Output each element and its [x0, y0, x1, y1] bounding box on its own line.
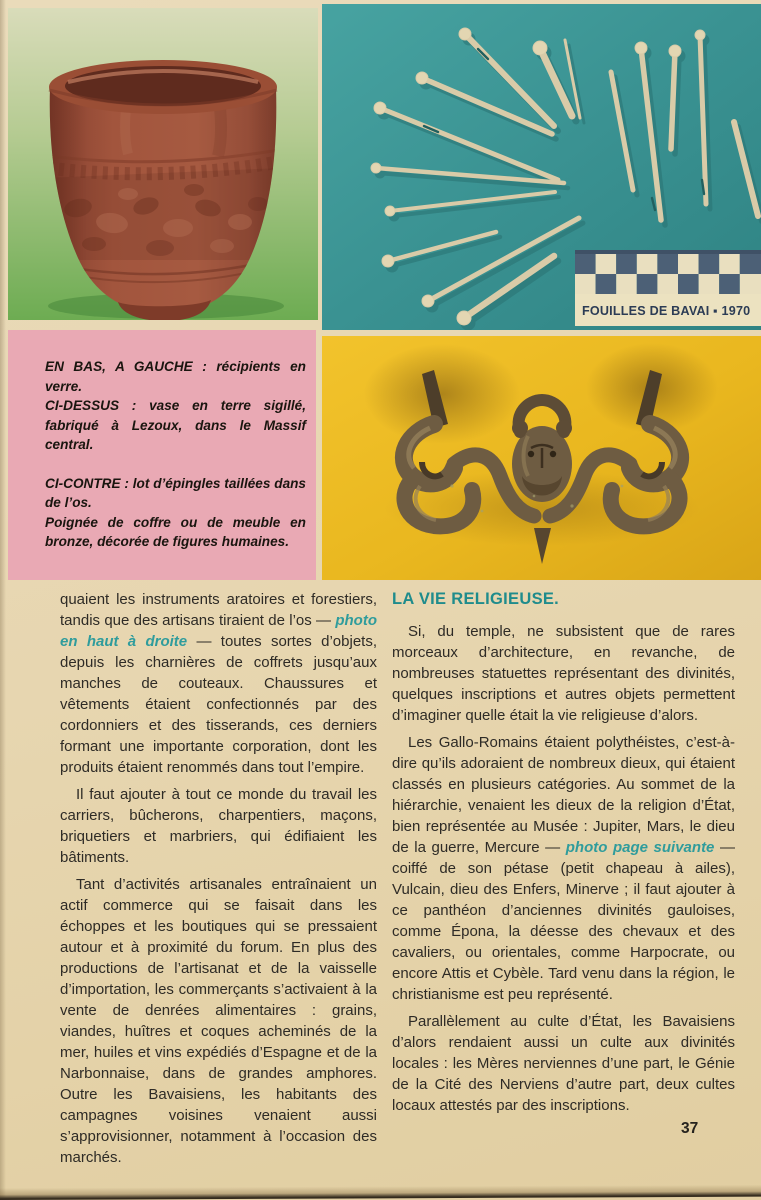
caption-line-1: EN BAS, A GAUCHE : récipients en verre.	[45, 359, 306, 394]
caption-box	[8, 330, 316, 580]
section-heading: LA VIE RELIGIEUSE.	[392, 590, 560, 608]
bone-pins-illustration	[322, 4, 761, 330]
paragraph: Il faut ajouter à tout ce monde du travail les carriers, bûcherons, charpentiers, maçons, briquetiers et marbriers, qui édifiaient les bâtiments.	[60, 786, 377, 866]
paragraph: Parallèlement au culte d’État, les Bavaisiens d’alors rendaient aussi un culte aux divinités locales : les Mères nerviennes d’une part, le Génie de la Cité des Nerviens d’autre part, deux cultes locaux attestés par des inscriptions.	[392, 1013, 735, 1114]
vase-illustration	[8, 8, 318, 320]
paragraph-text: quaient les instruments aratoires et forestiers, tandis que des artisans tiraient de l’os —	[60, 591, 377, 629]
bronze-handle-illustration	[322, 336, 761, 580]
paragraph-text: Les Gallo-Romains étaient polythéistes, c’est-à-dire qu’ils adoraient de nombreux dieux, qui étaient classés en plusieurs catégories. Au sommet de la hiérarchie, venaient les dieux de la religion d’État, bien représentée au Musée : Jupiter, Mars, le dieu de la guerre, Mercure —	[392, 734, 735, 856]
paragraph: Tant d’activités artisanales entraînaient un actif commerce qui se faisait dans les échoppes et les boutiques qui se pressaient autour et à proximité du forum. En plus des productions de l’artisanat et de la vaisselle d’importation, les commerçants s’activaient à la vente de denrées alimentaires : grains, viandes, huîtres et coques acheminés de la mer, huiles et vins expédiés d’Espagne et de la Narbonnaise, dans de grandes amphores. Outre les Bavaisiens, les habitants des campagnes voisines venaient aussi s’approvisionner, notamment à l’occasion des marchés.	[60, 876, 377, 1166]
paragraph-text: — toutes sortes d’objets, depuis les charnières de coffrets jusqu’aux manches de couteaux. Chaussures et vêtements étaient confectionnés par des cordonniers et des tisserands, ces derniers formant une importante corporation, dont les produits étaient renommés dans tout l’empire.	[60, 633, 377, 776]
caption-line-3: CI-CONTRE : lot d’épingles taillées dans de l’os.	[45, 475, 306, 510]
caption-line-2: CI-DESSUS : vase en terre sigillé, fabriqué à Lezoux, dans le Massif central.	[45, 398, 306, 452]
caption-line-4: Poignée de coffre ou de meuble en bronze, décorée de figures humaines.	[45, 514, 306, 549]
photo-reference: photo en haut à droite	[60, 612, 377, 650]
bronze-handle-photo	[322, 336, 761, 580]
paragraph: Si, du temple, ne subsistent que de rares morceaux d’architecture, en revanche, de nombreuses statuettes représentant des divinités, quelques inscriptions et autres objets permettent d’imaginer quelle était la vie religieuse d’alors.	[392, 623, 735, 724]
paragraph	[392, 732, 735, 1005]
right-column	[392, 589, 735, 1122]
paragraph	[60, 589, 377, 778]
vase-photo	[8, 8, 318, 320]
page-bottom-edge	[0, 1185, 761, 1200]
excavation-label: FOUILLES DE BAVAI ▪ 1970	[582, 304, 751, 318]
page-number: 37	[681, 1120, 699, 1137]
bone-pins-photo	[322, 4, 761, 330]
left-column	[60, 589, 377, 1174]
paragraph-text: — coiffé de son pétase (petit chapeau à ailes), Vulcain, dieu des Enfers, Minerve ; il faut ajouter à ce panthéon d’anciennes divinités gauloises, comme Épona, la déesse des chevaux et des cavaliers, ou orientales, comme Harpocrate, ou encore Attis et Cybèle. Tard venu dans la région, le christianisme est peu représenté.	[392, 839, 735, 1003]
scale-bar-checkerboard	[575, 250, 761, 326]
photo-reference: photo page suivante	[565, 839, 715, 856]
